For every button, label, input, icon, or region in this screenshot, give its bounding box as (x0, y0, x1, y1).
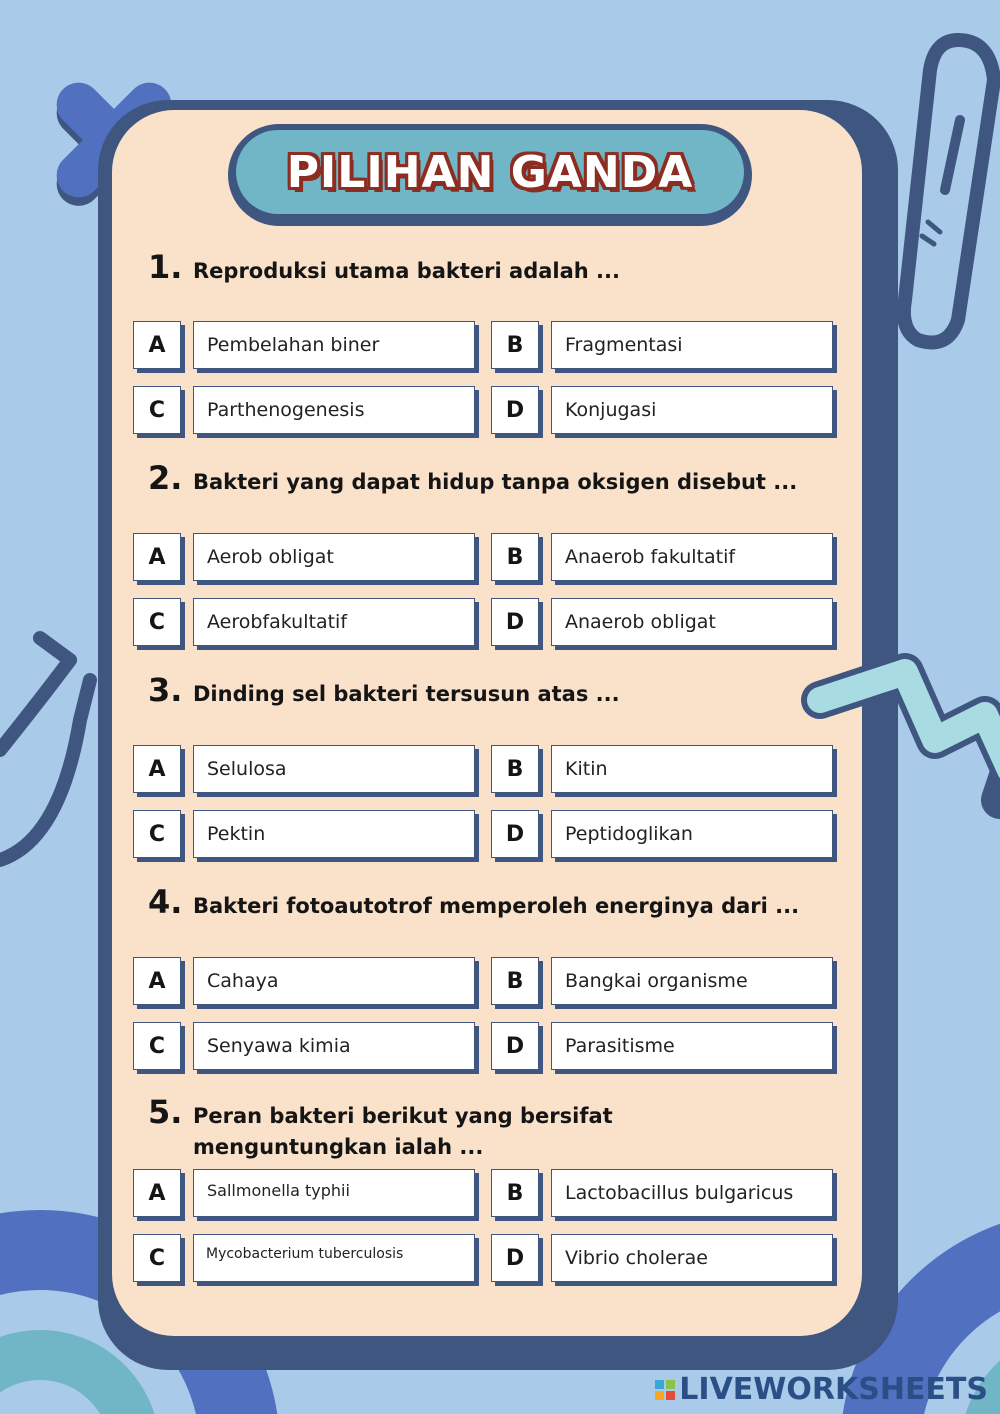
liveworksheets-logo (655, 1372, 988, 1407)
option-letter: C (133, 1234, 181, 1282)
option-text[interactable]: Pektin (193, 810, 475, 858)
option-letter: B (491, 533, 539, 581)
option-letter: A (133, 533, 181, 581)
option-letter: A (133, 957, 181, 1005)
option-letter: D (491, 1234, 539, 1282)
option-text[interactable]: Peptidoglikan (551, 810, 833, 858)
brand-name: LIVEWORKSHEETS (679, 1372, 988, 1407)
option-text[interactable]: Selulosa (193, 745, 475, 793)
option-letter: C (133, 386, 181, 434)
option-letter: A (133, 1169, 181, 1217)
thermometer-icon (904, 40, 994, 343)
option-text[interactable]: Sallmonella typhii (193, 1169, 475, 1217)
option-text[interactable]: Lactobacillus bulgaricus (551, 1169, 833, 1217)
option-text[interactable]: Senyawa kimia (193, 1022, 475, 1070)
question-number: 4. (148, 883, 183, 921)
option-text[interactable]: Anaerob fakultatif (551, 533, 833, 581)
question-number: 5. (148, 1093, 183, 1131)
option-text[interactable]: Anaerob obligat (551, 598, 833, 646)
option-letter: C (133, 810, 181, 858)
stethoscope-icon (0, 638, 90, 860)
option-letter: D (491, 810, 539, 858)
option-letter: B (491, 321, 539, 369)
option-letter: B (491, 957, 539, 1005)
question-number: 3. (148, 671, 183, 709)
option-letter: D (491, 1022, 539, 1070)
option-letter: B (491, 1169, 539, 1217)
question-text: Dinding sel bakteri tersusun atas ... (193, 682, 620, 706)
option-letter: A (133, 321, 181, 369)
question-number: 1. (148, 248, 183, 286)
option-text[interactable]: Fragmentasi (551, 321, 833, 369)
option-text[interactable]: Vibrio cholerae (551, 1234, 833, 1282)
question-text: Bakteri yang dapat hidup tanpa oksigen disebut ... (193, 470, 798, 494)
option-text[interactable]: Konjugasi (551, 386, 833, 434)
option-text[interactable]: Mycobacterium tuberculosis (193, 1234, 475, 1282)
option-text[interactable]: Aerob obligat (193, 533, 475, 581)
brand-grid-icon (655, 1380, 675, 1400)
title-banner (236, 130, 744, 214)
option-text[interactable]: Aerobfakultatif (193, 598, 475, 646)
option-text[interactable]: Kitin (551, 745, 833, 793)
option-letter: C (133, 1022, 181, 1070)
option-letter: D (491, 598, 539, 646)
option-letter: D (491, 386, 539, 434)
option-text[interactable]: Parthenogenesis (193, 386, 475, 434)
option-text[interactable]: Parasitisme (551, 1022, 833, 1070)
option-letter: C (133, 598, 181, 646)
option-text[interactable]: Bangkai organisme (551, 957, 833, 1005)
question-text: Reproduksi utama bakteri adalah ... (193, 259, 620, 283)
question-text: Bakteri fotoautotrof memperoleh energinya dari ... (193, 894, 800, 918)
option-letter: A (133, 745, 181, 793)
option-text[interactable]: Cahaya (193, 957, 475, 1005)
option-text[interactable]: Pembelahan biner (193, 321, 475, 369)
question-number: 2. (148, 459, 183, 497)
option-letter: B (491, 745, 539, 793)
question-text: Peran bakteri berikut yang bersifat menguntungkan ialah ... (193, 1104, 613, 1159)
page-title: PILIHAN GANDA (286, 146, 694, 198)
